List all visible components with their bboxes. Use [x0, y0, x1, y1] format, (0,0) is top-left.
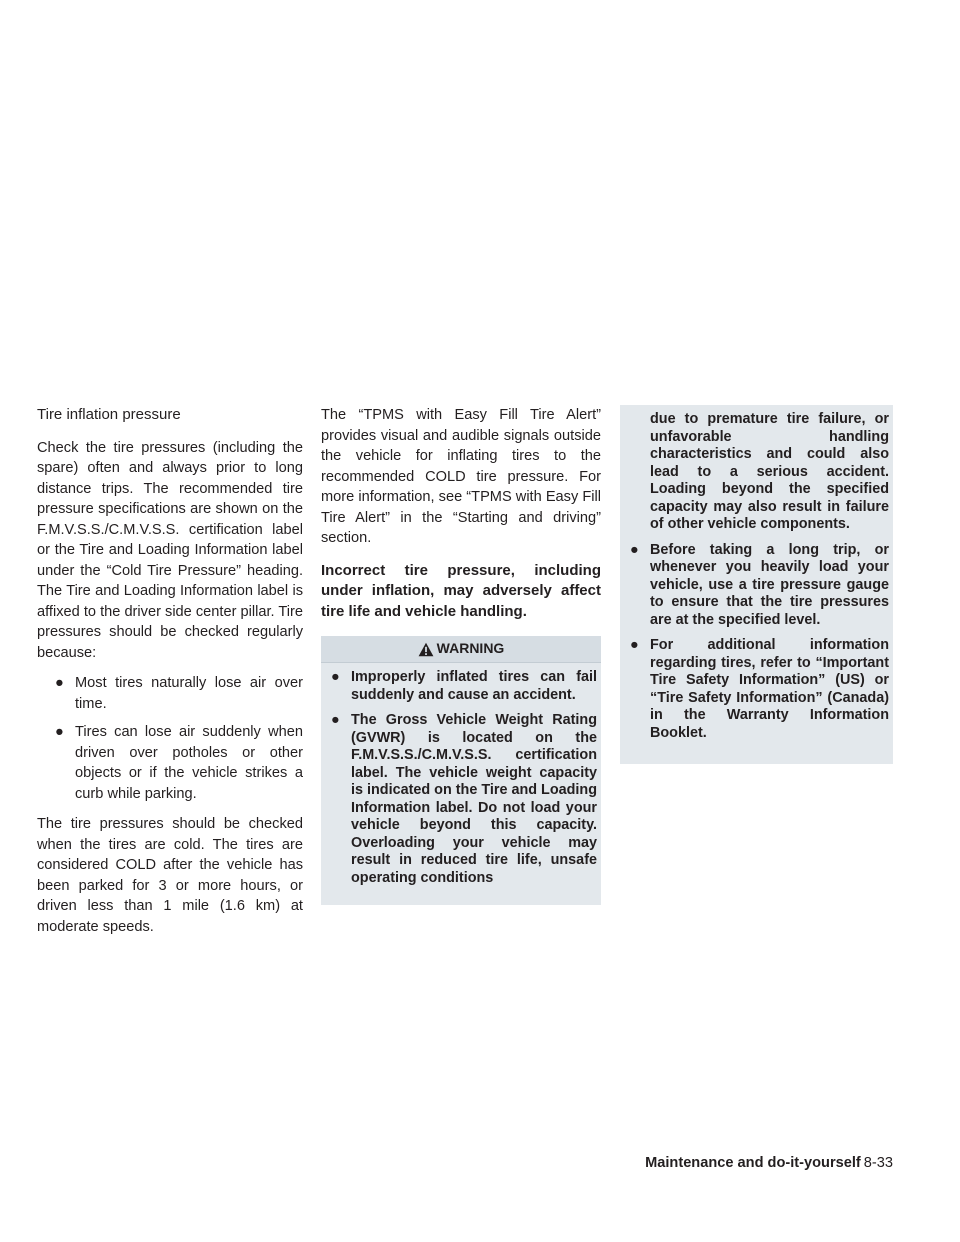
page-number: 8-33	[863, 1155, 893, 1171]
column-middle	[321, 405, 601, 905]
page-footer	[610, 1155, 893, 1171]
footer-section-title: Maintenance and do-it-yourself	[645, 1155, 861, 1171]
section-heading: Tire inflation pressure	[37, 406, 181, 423]
list-item: ● Most tires naturally lose air over time.	[55, 675, 303, 712]
bullet-list	[37, 673, 303, 804]
column-left	[37, 405, 303, 947]
warning-box-continued	[620, 405, 893, 764]
bullet-icon: ●	[331, 669, 340, 685]
tpms-paragraph: The “TPMS with Easy Fill Tire Alert” provides visual and audible signals outside the vehicle for inflating tires to the recommended COLD tire pressure. For more information, see “TPMS with Easy Fill Tire Alert” in the “Starting and driving” section.	[321, 407, 601, 546]
list-item: ● Improperly inflated tires can fail suddenly and cause an accident.	[331, 669, 597, 703]
bullet-icon: ●	[630, 541, 639, 558]
bullet-icon: ●	[630, 637, 639, 653]
list-item: ● Tires can lose air suddenly when driven over potholes or other objects or if the vehicle strikes a curb while parking.	[55, 724, 303, 802]
warning-list	[321, 669, 601, 887]
warning-box	[321, 636, 601, 905]
list-item: ● Before taking a long trip, or whenever you heavily load your vehicle, use a tire pressure gauge to ensure that the tire pressures are at the specified level.	[630, 541, 889, 628]
warning-list	[620, 411, 893, 742]
intro-paragraph: Check the tire pressures (including the spare) often and always prior to long distance trips. The recommended tire pressure specifications are shown on the F.M.V.S.S./C.M.V.S.S. certification label or the Tire and Loading Information label under the “Cold Tire Pressure” heading. The Tire and Loading Information label is affixed to the driver side center pillar. Tire pressures should be checked regularly because:	[37, 439, 303, 661]
list-item-continued: due to premature tire failure, or unfavorable handling characteristics and could also lead to a serious accident. Loading beyond the specified capacity may also result in failure of other vehicle components.	[650, 411, 889, 532]
bullet-icon: ●	[55, 724, 64, 740]
cold-tires-paragraph: The tire pressures should be checked when the tires are cold. The tires are considered COLD after the vehicle has been parked for 3 or more hours, or driven less than 1 mile (1.6 km) at moderate speeds.	[37, 816, 303, 935]
bullet-icon: ●	[55, 675, 64, 691]
column-right	[620, 405, 893, 764]
list-item: ● The Gross Vehicle Weight Rating (GVWR) is located on the F.M.V.S.S./C.M.V.S.S. certification label. The vehicle weight capacity is indicated on the Tire and Loading Information label. Do not load your vehicle beyond this capacity. Overloading your vehicle may result in reduced tire life, unsafe operating conditions	[331, 712, 597, 886]
incorrect-pressure-statement: Incorrect tire pressure, including under inflation, may adversely affect tire life and vehicle handling.	[321, 561, 601, 620]
list-item: ● For additional information regarding tires, refer to “Important Tire Safety Information” (US) or “Tire Safety Information” (Canada) in the Warranty Information Booklet.	[630, 637, 889, 741]
warning-triangle-icon	[418, 642, 434, 657]
bullet-icon: ●	[331, 712, 340, 728]
warning-header	[321, 636, 601, 663]
warning-title: WARNING	[436, 640, 505, 657]
